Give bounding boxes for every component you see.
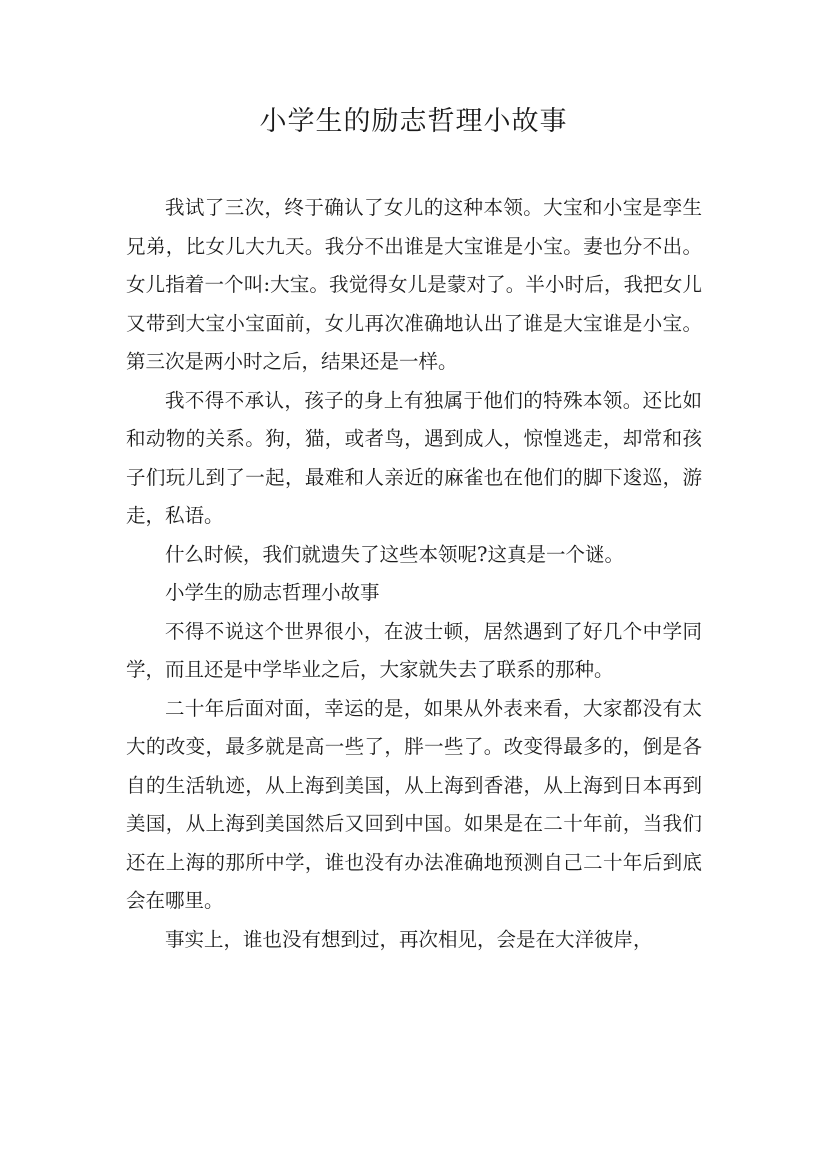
document-body (126, 189, 702, 959)
paragraph: 什么时候，我们就遗失了这些本领呢?这真是一个谜。 (165, 542, 624, 566)
section-heading: 小学生的励志哲理小故事 (165, 581, 380, 604)
paragraph: 我试了三次，终于确认了女儿的这种本领。大宝和小宝是孪生兄弟，比女儿大九天。我分不出谁是大宝谁是小宝。妻也分不出。女儿指着一个叫:大宝。我觉得女儿是蒙对了。半小时后，我把女儿又带到大宝小宝面前，女儿再次准确地认出了谁是大宝谁是小宝。第三次是两小时之后，结果还是一样。 (126, 196, 702, 373)
paragraph: 事实上，谁也没有想到过，再次相见，会是在大洋彼岸， (165, 927, 653, 951)
document-title: 小学生的励志哲理小故事 (259, 106, 568, 137)
paragraph: 二十年后面对面，幸运的是，如果从外表来看，大家都没有太大的改变，最多就是高一些了，胖一些了。改变得最多的，倒是各自的生活轨迹，从上海到美国，从上海到香港，从上海到日本再到美国，从上海到美国然后又回到中国。如果是在二十年前，当我们还在上海的那所中学，谁也没有办法准确地预测自己二十年后到底会在哪里。 (126, 696, 702, 912)
paragraph: 我不得不承认，孩子的身上有独属于他们的特殊本领。还比如和动物的关系。狗，猫，或者鸟，遇到成人，惊惶逃走，却常和孩子们玩儿到了一起，最难和人亲近的麻雀也在他们的脚下逡巡，游走，私语。 (126, 388, 702, 527)
paragraph: 不得不说这个世界很小，在波士顿，居然遇到了好几个中学同学，而且还是中学毕业之后，大家就失去了联系的那种。 (126, 619, 702, 681)
